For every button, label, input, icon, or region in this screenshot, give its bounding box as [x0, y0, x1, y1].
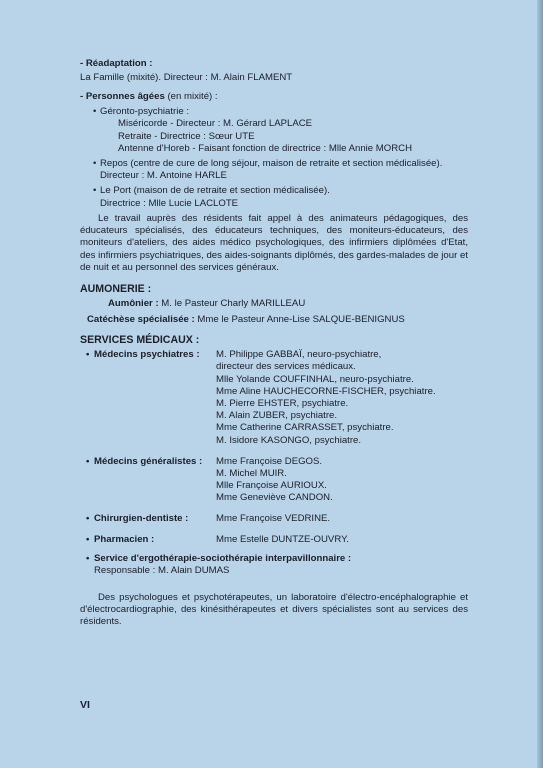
- specialists-paragraph: Des psychologues et psychotérapeutes, un laboratoire d'électro-encéphalographie et d'électrocardiographie, des kinésithérapeutes et divers spécialistes sont au services des résidents.: [80, 592, 468, 628]
- geronto-title: Géronto-psychiatrie :: [100, 106, 190, 118]
- page-edge: [537, 0, 543, 768]
- ergo-row: [80, 553, 468, 565]
- geronto-line: Antenne d'Horeb - Faisant fonction de directrice : Mlle Annie MORCH: [118, 142, 413, 154]
- psychiatre-entry: M. Isidore KASONGO, psychiatre.: [216, 434, 362, 446]
- page-number: VI: [80, 699, 90, 711]
- generaliste-entry: Mme Geneviève CANDON.: [216, 492, 333, 504]
- psychiatres-block: [80, 349, 468, 447]
- psychiatres-label: Médecins psychiatres :: [94, 349, 200, 361]
- catechese-line: [80, 314, 405, 326]
- generaliste-entry: Mme Françoise DEGOS.: [216, 455, 323, 467]
- section-readaptation: [80, 58, 292, 84]
- bullet-icon: •: [86, 349, 90, 361]
- readaptation-heading: - Réadaptation :: [80, 58, 153, 69]
- ergo-label: Service d'ergothérapie-sociothérapie interpavillonnaire :: [94, 552, 352, 564]
- psychiatre-entry: M. Pierre EHSTER, psychiatre.: [216, 397, 349, 409]
- generalistes-label: Médecins généralistes :: [94, 455, 203, 467]
- generalistes-row: [80, 456, 468, 468]
- staff-paragraph: Le travail auprès des résidents fait appel à des animateurs pédagogiques, des éducateurs spécialisés, des éducateurs techniques, des moniteurs-éducateurs, des moniteurs d'ateliers, des aides médico psychologiques, des infirmiers diplômées d'Etat, des infirmiers psychiatriques, des aides-soignants diplômés, des gardes-malades de jour et de nuit et au personnel des services généraux.: [80, 213, 468, 273]
- section-services-medicaux: [80, 334, 468, 577]
- generaliste-entry: M. Michel MUIR.: [216, 467, 287, 479]
- services-medicaux-heading: SERVICES MÉDICAUX :: [80, 334, 200, 346]
- psychiatre-entry: M. Philippe GABBAÏ, neuro-psychiatre,: [216, 349, 382, 361]
- bullet-icon: •: [93, 106, 97, 118]
- psychiatre-entry: Mme Aline HAUCHECORNE-FISCHER, psychiatre.: [216, 385, 436, 397]
- ergo-value: Responsable : M. Alain DUMAS: [94, 565, 230, 577]
- geronto-line: Retraite - Directrice : Sœur UTE: [118, 130, 255, 142]
- psychiatre-entry: M. Alain ZUBER, psychiatre.: [216, 410, 338, 422]
- geronto-line: Miséricorde - Directeur : M. Gérard LAPLACE: [118, 118, 313, 130]
- psychiatres-row: [80, 398, 468, 410]
- section-aumonerie: [80, 283, 405, 327]
- psychiatre-entry: Mlle Yolande COUFFINHAL, neuro-psychiatre.: [216, 373, 414, 385]
- aumonier-value: M. le Pasteur Charly MARILLEAU: [158, 298, 306, 310]
- repos-title: Repos (centre de cure de long séjour, maison de retraite et section médicalisée).: [100, 158, 443, 170]
- pharmacien-label: Pharmacien :: [94, 533, 155, 545]
- psychiatres-row: [80, 410, 468, 422]
- personnes-agees-heading-bold: - Personnes âgées: [80, 91, 165, 102]
- generalistes-block: [80, 456, 468, 505]
- aumonier-line: [80, 298, 405, 310]
- psychiatres-row: [80, 349, 468, 361]
- dentiste-value: Mme Françoise VEDRINE.: [216, 513, 331, 525]
- port-item: [80, 185, 442, 197]
- psychiatres-row: [80, 374, 468, 386]
- dentiste-label: Chirurgien-dentiste :: [94, 513, 189, 525]
- port-title: Le Port (maison de de retraite et section médicalisée).: [100, 185, 330, 197]
- pharmacien-value: Mme Estelle DUNTZE-OUVRY.: [216, 533, 349, 545]
- psychiatre-entry: directeur des services médicaux.: [216, 361, 356, 373]
- generaliste-entry: Mlle Françoise AURIOUX.: [216, 480, 327, 492]
- generalistes-row: [80, 480, 468, 492]
- generalistes-row: [80, 492, 468, 504]
- personnes-agees-heading: [80, 91, 442, 103]
- aumonerie-heading: AUMONERIE :: [80, 283, 152, 295]
- psychiatres-row: [80, 361, 468, 373]
- pharmacien-row: [80, 534, 468, 546]
- port-line: Directrice : Mlle Lucie LACLOTE: [100, 197, 239, 209]
- section-personnes-agees: [80, 91, 442, 210]
- geronto-item: [80, 106, 442, 118]
- psychiatres-row: [80, 435, 468, 447]
- bullet-icon: •: [93, 158, 97, 170]
- bullet-icon: •: [86, 513, 90, 525]
- bullet-icon: •: [86, 533, 90, 545]
- readaptation-line: La Famille (mixité). Directeur : M. Alain FLAMENT: [80, 72, 293, 84]
- dentiste-row: [80, 513, 468, 525]
- personnes-agees-heading-rest: (en mixité) :: [164, 91, 218, 102]
- psychiatres-row: [80, 386, 468, 398]
- bullet-icon: •: [86, 455, 90, 467]
- catechese-label: Catéchèse spécialisée :: [87, 314, 195, 326]
- generalistes-row: [80, 468, 468, 480]
- repos-item: [80, 158, 442, 170]
- aumonier-label: Aumônier :: [108, 298, 159, 310]
- catechese-value: Mme le Pasteur Anne-Lise SALQUE-BENIGNUS: [194, 314, 405, 326]
- bullet-icon: •: [93, 185, 97, 197]
- psychiatres-row: [80, 422, 468, 434]
- repos-line: Directeur : M. Antoine HARLE: [100, 170, 227, 182]
- bullet-icon: •: [86, 552, 90, 564]
- psychiatre-entry: Mme Catherine CARRASSET, psychiatre.: [216, 422, 394, 434]
